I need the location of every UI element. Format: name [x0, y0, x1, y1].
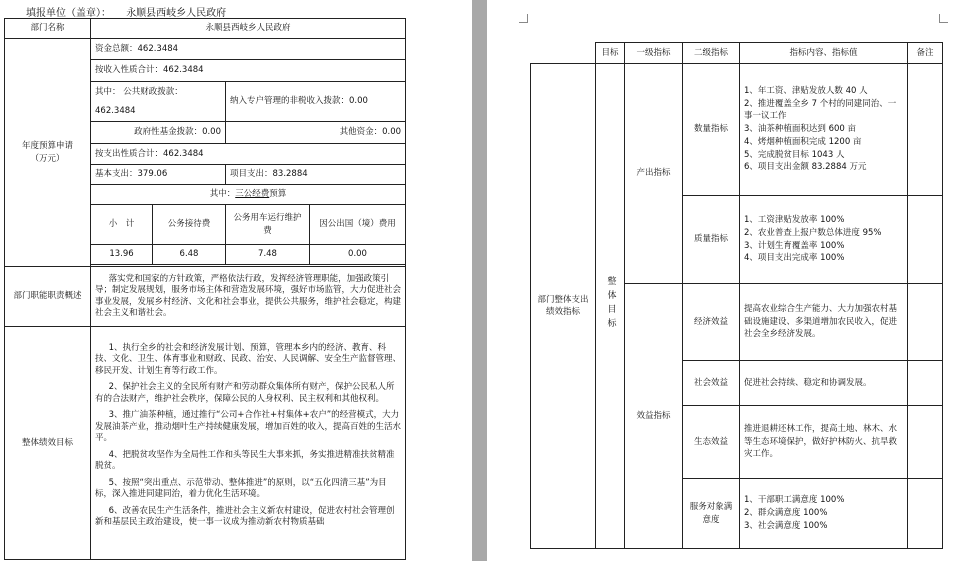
goal-item: 2、保护社会主义的全民所有财产和劳动群众集体所有财产，保护公民私人所有的合法财产，维护社会秩序，保障公民的人身权利、民主权利和其他权利。: [95, 382, 395, 404]
content-line: 4、烤烟种植面积完成 1200 亩: [744, 136, 862, 147]
level2-quantity: 数量指标: [683, 64, 740, 196]
document-page-right: [487, 0, 960, 561]
content-quantity: [740, 64, 908, 196]
content-satisfaction: [740, 479, 908, 549]
col-subtotal: 小 计: [91, 205, 153, 245]
content-economic: [740, 284, 908, 361]
content-social: [740, 361, 908, 406]
val-reception: 6.48: [153, 245, 226, 265]
hdr-goal: 目标: [596, 43, 625, 64]
note-cell: [908, 479, 943, 549]
special-nontax: 纳入专户管理的非税收入拨款：0.00: [226, 82, 406, 122]
col-abroad: 因公出国（境）费用: [310, 205, 406, 245]
content-line: 6、项目支出金额 83.2884 万元: [744, 162, 867, 173]
header-unit: 永顺县西岐乡人民政府: [126, 8, 227, 19]
goal-item: 3、推广油茶种植，通过推行“公司+合作社+村集体+农户”的经营模式，大力发展油茶产业，推动烟叶生产持续健康发展，增加百姓的收入，提高百姓的生活水平。: [95, 410, 402, 444]
level2-social: 社会效益: [683, 361, 740, 406]
goal-item: 1、执行全乡的社会和经济发展计划、预算，管理本乡内的经济、教育、科技、文化、卫生、体育事业和财政、民政、治安、人民调解、安全生产监督管理、移民开发、计划生育等行政工作。: [95, 343, 402, 376]
level2-ecology: 生态效益: [683, 406, 740, 479]
goal-item: 5、按照“突出重点、示范带动、整体推进”的原则，以“五化四清三基”为目标，深入推进同建同治，着力优化生活环境。: [95, 477, 387, 500]
other-funds: 其他资金：0.00: [226, 122, 406, 144]
note-cell: [908, 284, 943, 361]
content-line: 4、项目支出完成率 100%: [744, 253, 845, 264]
goal-label: 整体绩效目标: [5, 327, 91, 560]
goal-item: 6、改善农民生产生活条件，推进社会主义新农村建设，促进农村社会管理创新和基层民主政治建设，使一事一议成为推动新农村物质基础: [95, 505, 395, 528]
goal-cell: [596, 64, 625, 549]
level2-economic: 经济效益: [683, 284, 740, 361]
goal-text: [91, 327, 406, 560]
output-indicator: 产出指标: [625, 64, 683, 284]
content-line: 1、工资津贴发放率 100%: [744, 215, 845, 225]
row-label: 部门整体支出绩效指标: [531, 64, 596, 549]
content-quality: [740, 196, 908, 284]
content-line: 2、农业普查上报户数总体进度 95%: [744, 227, 882, 238]
content-line: 2、推进覆盖全乡 7 个村的同建同治、一事一议工作: [744, 98, 897, 122]
page-corner-mark: [519, 14, 528, 23]
public-finance-value: 462.3484: [95, 105, 136, 116]
content-ecology: [740, 406, 908, 479]
col-vehicle: 公务用车运行维护费: [226, 205, 310, 245]
note-cell: [908, 361, 943, 406]
three-public-title: [91, 185, 406, 205]
content-line: 1、年工资、津贴发放人数 40 人: [744, 85, 868, 96]
dept-name-label: 部门名称: [5, 19, 91, 39]
three-public-prefix: 其中：: [209, 189, 236, 200]
budget-label-line1: 年度预算申请: [21, 141, 73, 152]
hdr-note: 备注: [908, 43, 943, 64]
level2-quality: 质量指标: [683, 196, 740, 284]
note-cell: [908, 196, 943, 284]
hdr-content: 指标内容、指标值: [740, 43, 908, 64]
document-page-left: [0, 0, 472, 561]
header-label: 填报单位（盖章）：: [26, 8, 111, 19]
duty-text: 落实党和国家的方针政策，严格依法行政，发挥经济管理职能，加强政策引导；制定发展规划，服务市场主体和营造发展环境，强好市场监管，大力促进社会事业发展，发展乡村经济、文化和社会事业，提供公共服务，维护社会稳定，构建社会主义和谐社会。: [91, 267, 406, 327]
public-finance: [91, 82, 226, 122]
content-line: 5、完成脱贫目标 1043 人: [744, 149, 845, 160]
benefit-indicator: 效益指标: [625, 284, 683, 549]
performance-table: [530, 42, 943, 549]
note-cell: [908, 64, 943, 196]
val-subtotal: 13.96: [91, 245, 153, 265]
gov-fund: 政府性基金拨款：0.00: [91, 122, 226, 144]
expense-total: 按支出性质合计：462.3484: [91, 144, 406, 165]
val-abroad: 0.00: [310, 245, 406, 265]
budget-label-line2: （万元）: [30, 153, 65, 164]
goal-cell-text: 整体目标: [605, 275, 616, 332]
project-expense: 项目支出：83.2884: [226, 165, 406, 185]
hdr-level1: 一级指标: [625, 43, 683, 64]
public-finance-label: 其中： 公共财政拨款：: [95, 87, 183, 98]
duty-label: 部门职能职责概述: [5, 267, 91, 327]
content-line: 3、油茶种植面积达到 600 亩: [744, 124, 857, 135]
basic-expense: 基本支出：379.06: [91, 165, 226, 185]
goal-item: 4、把脱贫攻坚作为全局性工作和头等民生大事来抓，务实推进精准扶贫精准脱贫。: [95, 449, 395, 472]
content-line: 提高农业综合生产能力、大力加强农村基础设施建设、多渠道增加农民收入，促进社会全乡经济发展。: [744, 303, 898, 340]
three-public-suffix: 预算: [269, 189, 287, 200]
hdr-level2: 二级指标: [683, 43, 740, 64]
content-line: 1、干部职工满意度 100%: [744, 495, 845, 506]
budget-table: [4, 18, 406, 560]
total-funds: 资金总额：462.3484: [91, 39, 406, 60]
three-public-label: 三公经费: [235, 189, 270, 200]
budget-label: [5, 39, 91, 267]
dept-name-value: 永顺县西岐乡人民政府: [91, 19, 406, 39]
content-line: 促进社会持续、稳定和协调发展。: [744, 377, 872, 388]
val-vehicle: 7.48: [226, 245, 310, 265]
content-line: 推进退耕还林工作，提高土地、林木、水等生态环境保护，做好护林防火、抗旱救灾工作。: [744, 423, 898, 460]
level2-satisfaction: 服务对象满意度: [683, 479, 740, 549]
content-line: 3、社会满意度 100%: [744, 520, 828, 531]
blank-cell: [531, 43, 596, 64]
note-cell: [908, 406, 943, 479]
form-header: [26, 4, 226, 19]
page-corner-mark: [939, 14, 948, 23]
income-total: 按收入性质合计：462.3484: [91, 60, 406, 82]
content-line: 3、计划生育覆盖率 100%: [744, 240, 845, 251]
col-reception: 公务接待费: [153, 205, 226, 245]
content-line: 2、群众满意度 100%: [744, 508, 828, 519]
